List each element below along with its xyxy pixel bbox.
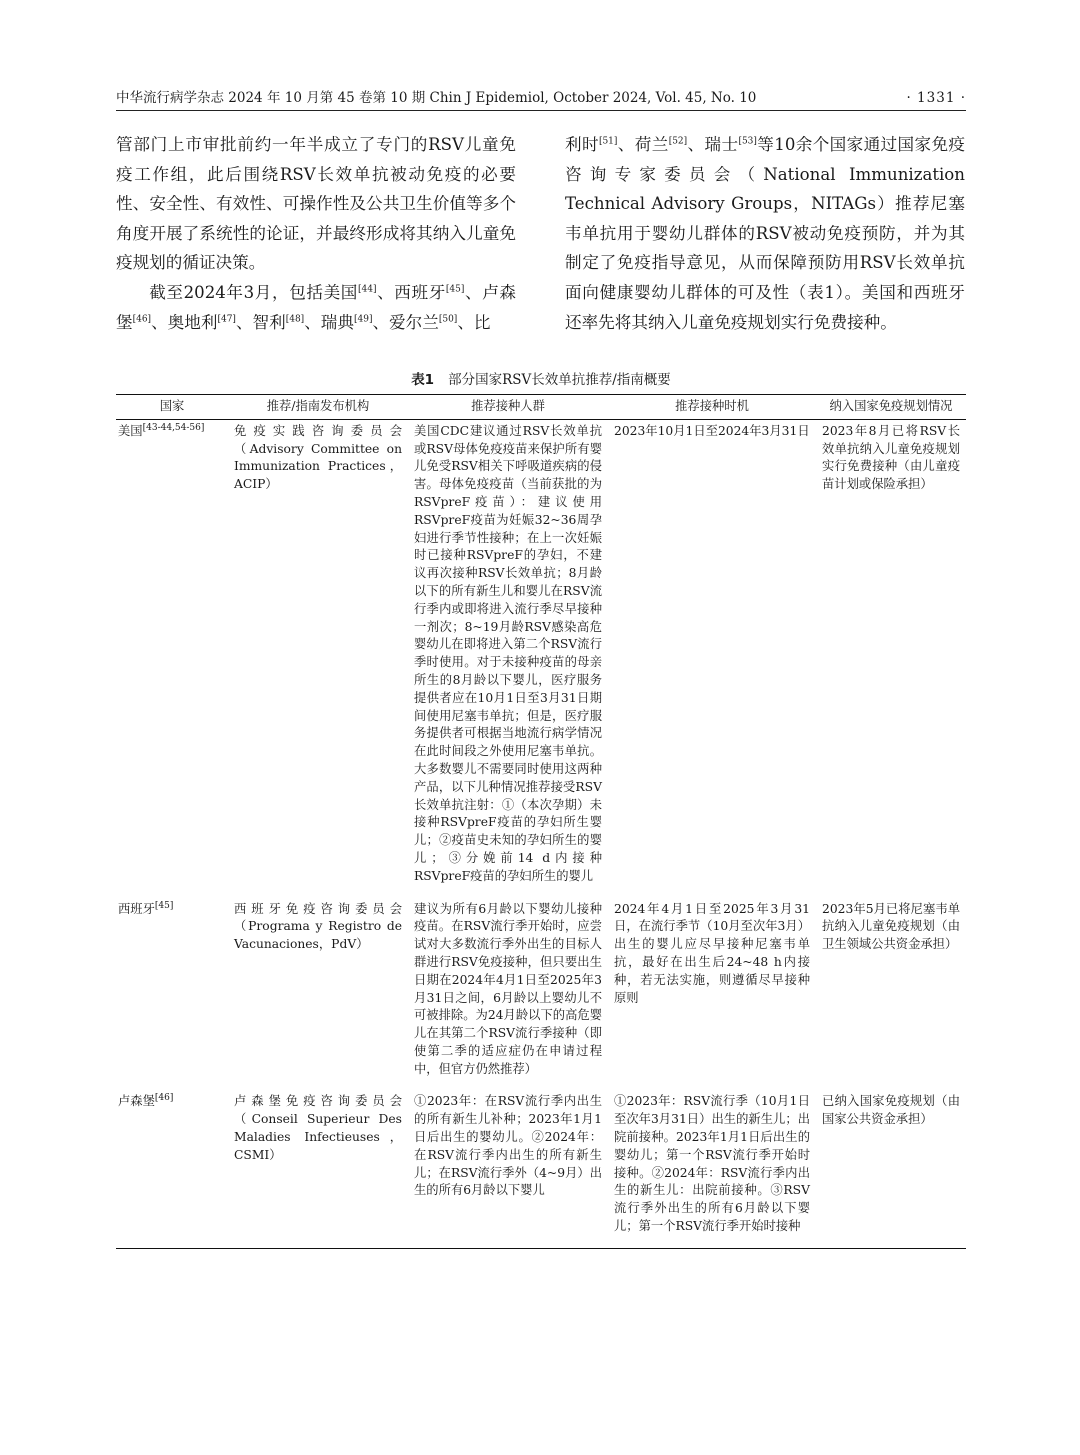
table-caption bbox=[116, 368, 966, 388]
population-cell: ①2023年：在RSV流行季内出生的所有新生儿补种；2023年1月1日后出生的婴幼儿。②2024年：在RSV流行季内出生的所有新生儿；在RSV流行季外（4~9月）出生的所有6月龄以下婴儿 bbox=[408, 1090, 608, 1248]
ref-46[interactable]: [46] bbox=[132, 314, 152, 325]
timing-cell: 2023年10月1日至2024年3月31日 bbox=[614, 423, 810, 438]
ref-52[interactable]: [52] bbox=[668, 136, 688, 147]
recommendation-table bbox=[116, 394, 966, 1249]
country-cell: 卢森堡[46] bbox=[116, 1090, 228, 1248]
ref-53[interactable]: [53] bbox=[738, 136, 757, 147]
right-column bbox=[565, 130, 965, 337]
left-column bbox=[116, 130, 516, 337]
program-cell: 已纳入国家免疫规划（由国家公共资金承担） bbox=[816, 1090, 966, 1248]
agency-cell: 卢森堡免疫咨询委员会（Conseil Superieur Des Maladies Infectieuses，CSMI） bbox=[228, 1090, 408, 1248]
page-number: · 1331 · bbox=[906, 90, 966, 106]
country-refs[interactable]: [46] bbox=[154, 1093, 174, 1104]
header-agency: 推荐/指南发布机构 bbox=[228, 395, 408, 420]
header-population: 推荐接种人群 bbox=[408, 395, 608, 420]
country-refs[interactable]: [45] bbox=[154, 900, 174, 911]
ref-48[interactable]: [48] bbox=[285, 314, 305, 325]
table-number: 表1 bbox=[411, 372, 435, 388]
right-paragraph: 利时[51]、荷兰[52]、瑞士[53]等10余个国家通过国家免疫咨询专家委员会（National Immunization Technical Advisory Groups，NITAGs）推荐尼塞韦单抗用于婴幼儿群体的RSV被动免疫预防，并为其制定了免疫指导意见，从而保障预防用RSV长效单抗面向健康婴幼儿群体的可及性（表1）。美国和西班牙还率先将其纳入儿童免疫规划实行免费接种。 bbox=[565, 135, 966, 332]
left-paragraph-1: 管部门上市审批前约一年半成立了专门的RSV儿童免疫工作组，此后围绕RSV长效单抗被动免疫的必要性、安全性、有效性、可操作性及公共卫生价值等多个角度开展了系统性的论证，并最终形成将其纳入儿童免疫规划的循证决策。 bbox=[116, 135, 516, 273]
header-program: 纳入国家免疫规划情况 bbox=[816, 395, 966, 420]
ref-49[interactable]: [49] bbox=[353, 314, 373, 325]
header-timing: 推荐接种时机 bbox=[608, 395, 816, 420]
header-country: 国家 bbox=[116, 395, 228, 420]
table-header-row bbox=[116, 395, 966, 420]
table-title: 部分国家RSV长效单抗推荐/指南概要 bbox=[448, 372, 671, 388]
left-paragraph-2: 截至2024年3月，包括美国[44]、西班牙[45]、卢森堡[46]、奥地利[47]、智利[48]、瑞典[49]、爱尔兰[50]、比 bbox=[116, 282, 517, 332]
table-row bbox=[116, 898, 966, 1091]
ref-44[interactable]: [44] bbox=[358, 284, 377, 295]
table-row bbox=[116, 1090, 966, 1248]
ref-47[interactable]: [47] bbox=[217, 314, 236, 325]
ref-45[interactable]: [45] bbox=[445, 284, 465, 295]
program-cell: 2023年5月已将尼塞韦单抗纳入儿童免疫规划（由卫生领域公共资金承担） bbox=[822, 901, 960, 952]
agency-cell: 免疫实践咨询委员会（Advisory Committee on Immunization Practices，ACIP） bbox=[234, 423, 402, 492]
timing-cell: ①2023年：RSV流行季（10月1日至次年3月31日）出生的新生儿；出院前接种。2023年1月1日后出生的婴幼儿；第一个RSV流行季开始时接种。②2024年：RSV流行季内出生的新生儿：出院前接种。③RSV流行季外出生的所有6月龄以下婴儿；第一个RSV流行季开始时接种 bbox=[608, 1090, 816, 1248]
ref-50[interactable]: [50] bbox=[438, 314, 458, 325]
country-cell: 美国[43-44,54-56] bbox=[118, 422, 205, 438]
timing-cell: 2024年4月1日至2025年3月31日，在流行季节（10月至次年3月）出生的婴儿应尽早接种尼塞韦单抗，最好在出生后24~48 h内接种，若无法实施，则遵循尽早接种原则 bbox=[614, 901, 810, 1005]
running-header bbox=[116, 86, 966, 111]
country-cell: 西班牙[45] bbox=[118, 900, 174, 916]
program-cell: 2023年8月已将RSV长效单抗纳入儿童免疫规划实行免费接种（由儿童疫苗计划或保险承担） bbox=[822, 423, 960, 492]
ref-51[interactable]: [51] bbox=[598, 136, 618, 147]
agency-cell: 西班牙免疫咨询委员会（Programa y Registro de Vacunaciones，PdV） bbox=[234, 901, 402, 952]
country-refs[interactable]: [43-44,54-56] bbox=[142, 422, 205, 433]
table-row bbox=[116, 419, 966, 897]
population-cell: 建议为所有6月龄以下婴幼儿接种疫苗。在RSV流行季开始时，应尝试对大多数流行季外出生的目标人群进行RSV免疫接种，但只要出生日期在2024年4月1日至2025年3月31日之间，6月龄以上婴幼儿不可被排除。为24月龄以下的高危婴儿在其第二个RSV流行季接种（即使第二季的适应症仍在申请过程中，但官方仍然推荐） bbox=[414, 901, 602, 1076]
journal-citation: 中华流行病学杂志 2024 年 10 月第 45 卷第 10 期 Chin J Epidemiol, October 2024, Vol. 45, No. 10 bbox=[116, 90, 757, 106]
population-cell: 美国CDC建议通过RSV长效单抗或RSV母体免疫疫苗来保护所有婴儿免受RSV相关下呼吸道疾病的侵害。母体免疫疫苗（当前获批的为RSVpreF疫苗）：建议使用RSVpreF疫苗为妊娠32~36周孕妇进行季节性接种；在上一次妊娠时已接种RSVpreF的孕妇，不建议再次接种RSV长效单抗；8月龄以下的所有新生儿和婴儿在RSV流行季内或即将进入流行季尽早接种一剂次；8~19月龄RSV感染高危婴幼儿在即将进入第二个RSV流行季时使用。对于未接种疫苗的母亲所生的8月龄以下婴儿，医疗服务提供者应在10月1日至3月31日期间使用尼塞韦单抗；但是，医疗服务提供者可根据当地流行病学情况在此时间段之外使用尼塞韦单抗。大多数婴儿不需要同时使用这两种产品，以下儿种情况推荐接受RSV长效单抗注射：①（本次孕期）未接种RSVpreF疫苗的孕妇所生婴儿；②疫苗史未知的孕妇所生的婴儿；③分娩前14 d内接种RSVpreF疫苗的孕妇所生的婴儿 bbox=[414, 423, 602, 883]
